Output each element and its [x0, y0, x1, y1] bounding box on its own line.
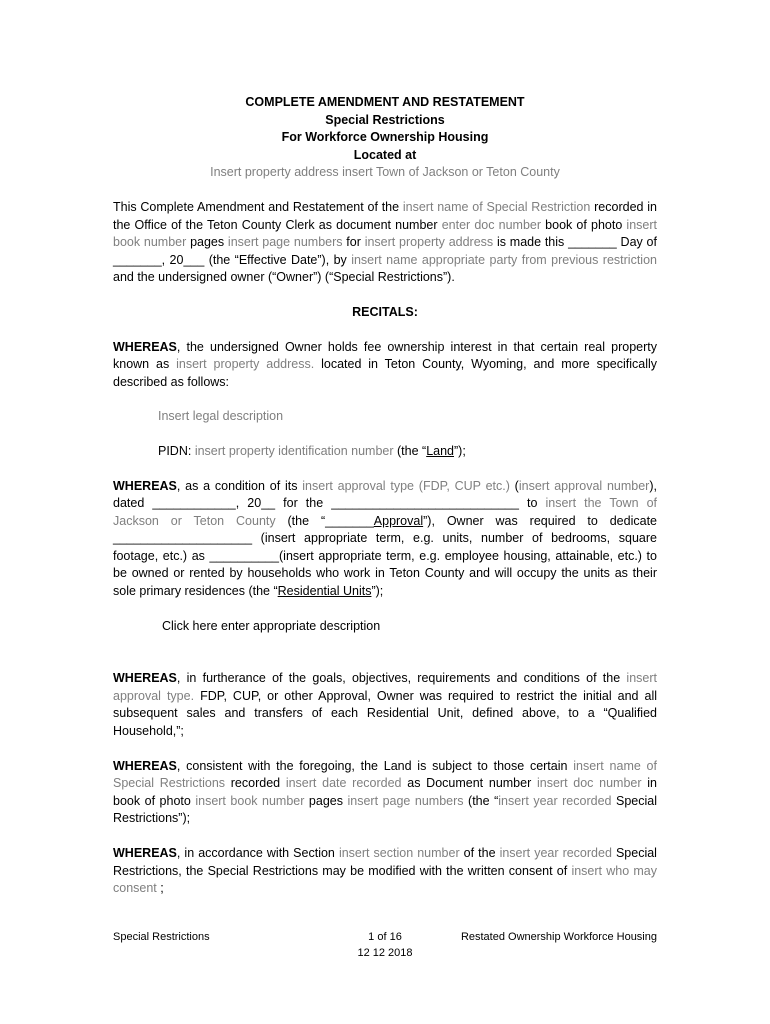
placeholder-party-name[interactable]: insert name appropriate party from previous restriction — [351, 252, 657, 267]
w1-text-2: located in Teton County, Wyoming, and more specifically described as follows: — [113, 357, 657, 389]
placeholder-year-recorded[interactable]: insert year recorded — [498, 793, 612, 808]
intro-paragraph — [113, 199, 657, 287]
land-term: Land — [426, 443, 454, 458]
placeholder-year-recorded[interactable]: insert year recorded — [499, 846, 612, 860]
w1-text-1: , the undersigned Owner holds fee ownership interest in that certain real property known as — [113, 339, 657, 372]
w4-text-4: in book of photo — [113, 776, 658, 808]
placeholder-approval-number[interactable]: insert approval number — [518, 478, 650, 493]
intro-text-6: is made this _______ Day of _______, 20___ (the “Effective Date”), by — [113, 235, 657, 267]
w4-text-7: Special Restrictions”); — [113, 793, 657, 826]
whereas-label: WHEREAS — [113, 846, 177, 860]
placeholder-page-numbers[interactable]: insert page numbers — [227, 235, 343, 250]
w4-text-5: pages — [304, 793, 348, 808]
w4-text-3: as Document number — [401, 776, 537, 791]
placeholder-legal-description[interactable]: Insert legal description — [158, 409, 284, 424]
pidn-label: PIDN: — [158, 443, 195, 458]
placeholder-approval-type[interactable]: insert approval type (FDP, CUP etc.) — [302, 478, 510, 493]
document-body — [113, 94, 657, 898]
w2-text-2: ( — [509, 478, 519, 493]
w2-text-5: ”), Owner was required to dedicate ____________________ (insert appropriate term, e.g. units, number of bedrooms, square footage, etc.) as __________(insert appropriate term, e.g. employee housing, attainable, etc.) to be owned or rented by households who work in Teton County and will occupy the units as their sole primary residences (the “ — [113, 513, 657, 599]
whereas-label: WHEREAS — [113, 478, 177, 493]
pidn-text-2: ”); — [454, 443, 466, 458]
doc-title-line-3: For Workforce Ownership Housing — [281, 130, 489, 145]
residential-units-term: Residential Units — [277, 584, 372, 599]
intro-text-7: and the undersigned owner (“Owner”) (“Special Restrictions”). — [113, 270, 455, 285]
placeholder-date-recorded[interactable]: insert date recorded — [285, 776, 402, 791]
w2-text-4: (the “_______ — [275, 513, 374, 528]
footer-left: Special Restrictions — [113, 931, 210, 943]
intro-text-4: pages — [186, 235, 228, 250]
click-here-placeholder[interactable]: Click here enter appropriate description — [162, 618, 381, 633]
whereas-label: WHEREAS — [113, 758, 177, 773]
placeholder-property-address[interactable]: insert property address. — [176, 357, 315, 372]
footer-right: Restated Ownership Workforce Housing — [460, 931, 657, 943]
address-placeholder[interactable]: Insert property address insert Town of Jackson or Teton County — [210, 165, 560, 180]
whereas-paragraph-4 — [113, 758, 657, 828]
w2-text-3: ), dated ____________, 20__ for the ___________________________ to — [113, 478, 657, 511]
w3-text-1: , in furtherance of the goals, objectives, requirements and conditions of the — [176, 671, 627, 686]
doc-title-line-1: COMPLETE AMENDMENT AND RESTATEMENT — [245, 95, 525, 109]
whereas-paragraph-5 — [113, 845, 657, 898]
intro-text-3: book of photo — [541, 217, 627, 232]
recitals-heading: RECITALS: — [352, 304, 418, 319]
placeholder-pidn[interactable]: insert property identification number — [194, 443, 394, 458]
pidn-text-1: (the “ — [393, 443, 427, 458]
whereas-label: WHEREAS — [113, 339, 177, 354]
w2-text-1: , as a condition of its — [176, 478, 303, 493]
placeholder-book-number[interactable]: insert book number — [195, 793, 305, 808]
placeholder-book-number[interactable]: insert book number — [113, 217, 657, 250]
whereas-paragraph-2 — [113, 478, 657, 601]
placeholder-doc-number[interactable]: insert doc number — [536, 776, 642, 791]
whereas-label: WHEREAS — [113, 671, 177, 686]
page-number: 1 of 16 — [368, 931, 402, 943]
w5-text-4: ; — [156, 881, 164, 896]
placeholder-page-numbers[interactable]: insert page numbers — [347, 793, 464, 808]
placeholder-who-may-consent[interactable]: insert who may consent — [113, 863, 657, 896]
w3-text-2: FDP, CUP, or other Approval, Owner was required to restrict the initial and all subsequent sales and transfers of each Residential Unit, defined above, to a “Qualified Household,”; — [113, 688, 658, 739]
placeholder-property-address[interactable]: insert property address — [364, 235, 494, 250]
placeholder-approval-type[interactable]: insert approval type. — [113, 671, 657, 703]
whereas-paragraph-1 — [113, 339, 657, 392]
footer-date: 12 12 2018 — [357, 947, 413, 959]
intro-text-1: This Complete Amendment and Restatement of the — [113, 199, 403, 214]
w5-text-2: of the — [459, 846, 500, 860]
intro-text-5: for — [342, 235, 365, 250]
approval-term: Approval — [373, 513, 424, 528]
placeholder-section-number[interactable]: insert section number — [338, 846, 460, 860]
placeholder-town-or-county[interactable]: insert the Town of Jackson or Teton County — [113, 496, 657, 528]
placeholder-special-restriction-name[interactable]: insert name of Special Restriction — [402, 199, 591, 214]
w4-text-6: (the “ — [463, 793, 499, 808]
w5-text-1: , in accordance with Section — [176, 846, 339, 860]
placeholder-doc-number[interactable]: enter doc number — [441, 217, 542, 232]
doc-title-line-4: Located at — [353, 147, 417, 162]
w2-text-6: ”); — [371, 584, 384, 599]
w4-text-1: , consistent with the foregoing, the Land is subject to those certain — [176, 758, 574, 773]
w4-text-2: recorded — [225, 776, 286, 791]
whereas-paragraph-3 — [113, 670, 657, 740]
intro-text-2: recorded in the Office of the Teton County Clerk as document number — [113, 199, 657, 232]
w5-text-3: Special Restrictions, the Special Restrictions may be modified with the written consent of — [113, 846, 657, 878]
pidn-line — [113, 443, 657, 461]
doc-title-line-2: Special Restrictions — [325, 112, 445, 127]
placeholder-special-restrictions-name[interactable]: insert name of Special Restrictions — [113, 758, 657, 791]
